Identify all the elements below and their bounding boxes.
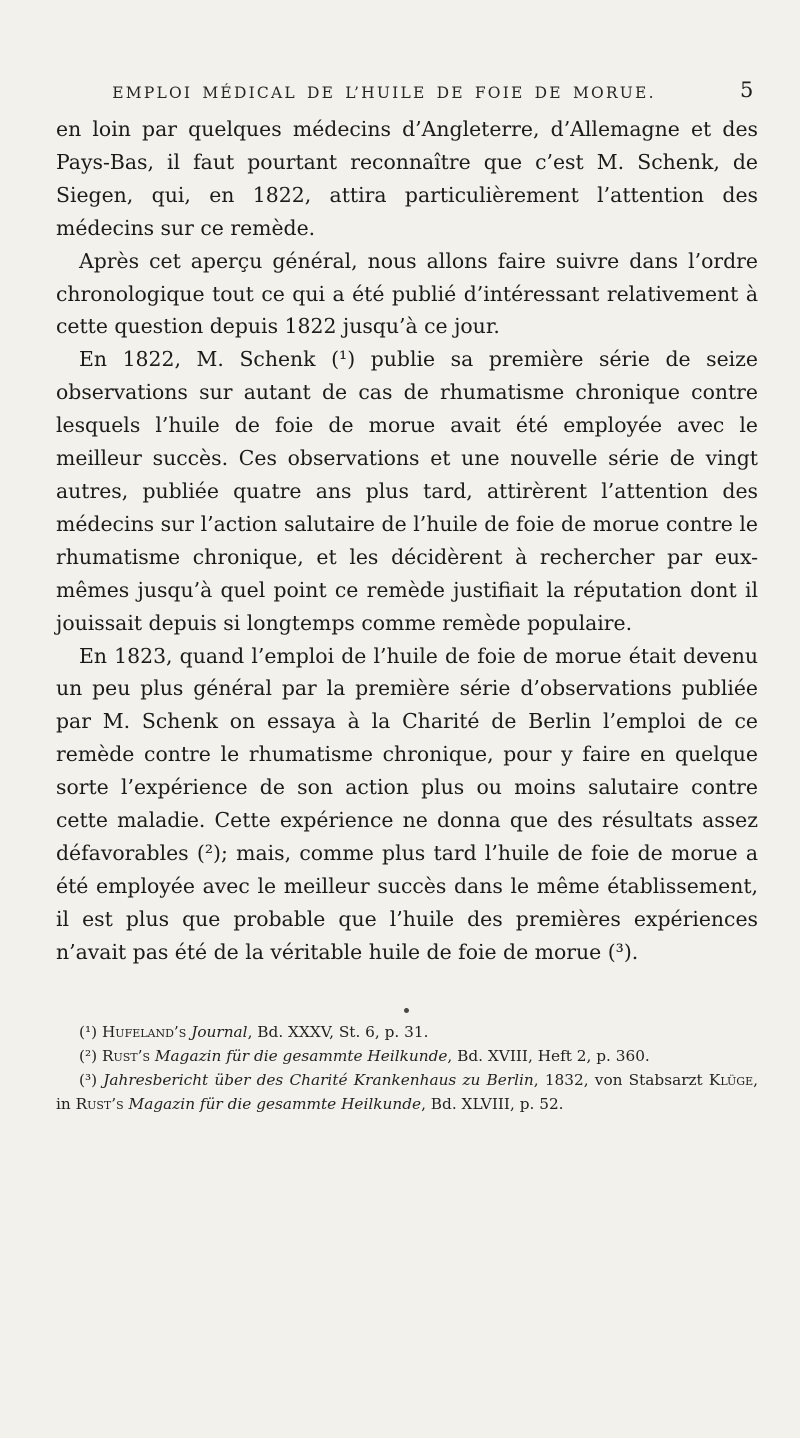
footnote-3-rest-1: , 1832, von Stabsarzt (533, 1071, 709, 1090)
footnote-ref-2: (²) (196, 840, 221, 865)
footnote-2-mark: (²) (79, 1047, 98, 1066)
separator-mark (404, 1008, 409, 1013)
paragraph-4-text-a: En 1823, quand l’emploi de l’huile de foie de morue était devenu un peu plus général par la première série d’observations publiée par M. Schenk on essaya à la Charité de Berlin l’emploi de ce remède contre le rhumatisme chronique, pour y faire en quelque sorte l’expérience de son action plus ou moins salutaire contre cette maladie. Cette expérience ne donna que des résultats assez défavorables (56, 643, 758, 865)
footnote-3-title: Jahresbericht über des Charité Krankenhaus zu Berlin (103, 1071, 534, 1090)
footnote-1-mark: (¹) (79, 1023, 98, 1041)
paragraph-1: en loin par quelques médecins d’Angleterre, d’Allemagne et des Pays-Bas, il faut pourtant reconnaître que c’est M. Schenk, de Siegen, qui, en 1822, attira particulièrement l’attention des médecins sur ce remède. (56, 117, 758, 240)
footnote-3-author-2: Rust’s (75, 1095, 124, 1114)
footnote-2-author: Rust’s (101, 1047, 151, 1066)
footnote-3-title-2: Magazin für die gesammte Heilkunde (128, 1095, 422, 1114)
footnote-ref-1: (¹) (331, 347, 356, 372)
footnote-2-title: Magazin für die gesammte Heilkunde (154, 1047, 448, 1066)
paragraph-3-text-a: En 1822, M. Schenk (79, 347, 332, 372)
footnote-3-rest-2: , in (56, 1071, 758, 1114)
footnote-3-rest-3: , Bd. XLVIII, p. 52. (421, 1095, 564, 1114)
paragraph-4-text-c: . (631, 939, 639, 964)
paragraph-2: Après cet aperçu général, nous allons faire suivre dans l’ordre chronologique tout ce qui a été publié d’intéressant relativement à cette question depuis 1822 jusqu’à ce jour. (56, 248, 758, 339)
paragraph-3-text-b: publie sa première série de seize observations sur autant de cas de rhumatisme chronique contre lesquels l’huile de foie de morue avait été employée avec le meilleur succès. Ces observations et une nouvelle série de vingt autres, publiée quatre ans plus tard, attirèrent l’attention des médecins sur l’action salutaire de l’huile de foie de morue contre le rhumatisme chronique, et les décidèrent à rechercher par eux-mêmes jusqu’à quel point ce remède justifiait la réputation dont il jouissait depuis si longtemps comme remède populaire. (56, 347, 758, 635)
footnote-3-mark: (³) (79, 1071, 98, 1090)
footnote-2 (56, 1044, 758, 1068)
footnote-3-author: Klüge (708, 1071, 754, 1090)
page-number: 5 (740, 78, 754, 102)
paragraph-4-text-b: ; mais, comme plus tard l’huile de foie de morue a été employée avec le meilleur succès dans le même établissement, il est plus que probable que l’huile des premières expériences n’avait pas été de la véritable huile de foie de morue (56, 840, 758, 964)
footnotes (56, 1020, 758, 1116)
footnote-1-title: Journal (191, 1023, 248, 1041)
body-text (56, 113, 758, 969)
footnote-3 (56, 1068, 758, 1116)
footnote-2-rest: , Bd. XVIII, Heft 2, p. 360. (447, 1047, 650, 1066)
running-head: EMPLOI MÉDICAL DE L’HUILE DE FOIE DE MORUE. (112, 84, 656, 102)
footnote-1-rest: , Bd. XXXV, St. 6, p. 31. (247, 1023, 429, 1041)
footnote-ref-3: (³) (607, 939, 632, 964)
paragraph-4 (56, 640, 758, 969)
paragraph-3 (56, 343, 758, 639)
footnote-1 (56, 1020, 758, 1044)
footnote-1-author: Hufeland’s (101, 1023, 187, 1041)
